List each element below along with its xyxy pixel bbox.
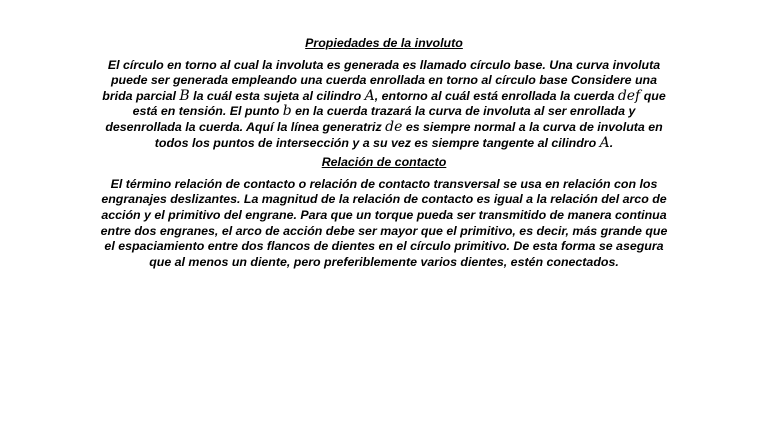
paragraph-text: .: [609, 135, 614, 150]
symbol-flange-b: B: [179, 87, 190, 104]
section-title-involute-properties: Propiedades de la involuto: [305, 36, 463, 50]
symbol-cord-def: def: [617, 87, 641, 104]
paragraph-text: la cuál esta sujeta al cilindro: [189, 88, 365, 103]
paragraph-text: en la cuerda trazará la curva de involuta al ser enrollada y desenrollada la cuerda. Aquí la línea generatriz: [105, 104, 636, 134]
symbol-line-de: de: [385, 118, 403, 135]
symbol-cylinder-a: A: [599, 134, 610, 151]
text-block: [96, 36, 672, 274]
section-title-contact-ratio: Relación de contacto: [321, 155, 447, 170]
symbol-point-b: b: [282, 103, 292, 120]
paragraph-text: es siempre normal a la curva de involuta en todos los puntos de intersección y a su vez es siempre tangente al cilindro: [154, 119, 663, 150]
paragraph-text: que está en tensión. El punto: [132, 88, 666, 119]
paragraph-text: , entorno al cuál está enrollada la cuerda: [374, 88, 618, 103]
paragraph-text: El círculo en torno al cual la involuta es generada es llamado círculo base. Una curva involuta puede ser generada empleando una cuerda enrollada en torno al círculo base Considere una brida parcial: [102, 57, 661, 103]
involute-paragraph: [96, 58, 672, 152]
symbol-cylinder-a: A: [364, 87, 375, 104]
contact-ratio-paragraph: El término relación de contacto o relación de contacto transversal se usa en relación con los engranajes deslizantes. La magnitud de la relación de contacto es igual a la relación del arco de acción y el primitivo del engrane. Para que un torque pueda ser transmitido de manera continua entre dos engranes, el arco de acción debe ser mayor que el primitivo, es decir, más grande que el espaciamiento entre dos flancos de dientes en el círculo primitivo. De esta forma se asegura que al menos un diente, pero preferiblemente varios dientes, estén conectados.: [100, 176, 668, 269]
